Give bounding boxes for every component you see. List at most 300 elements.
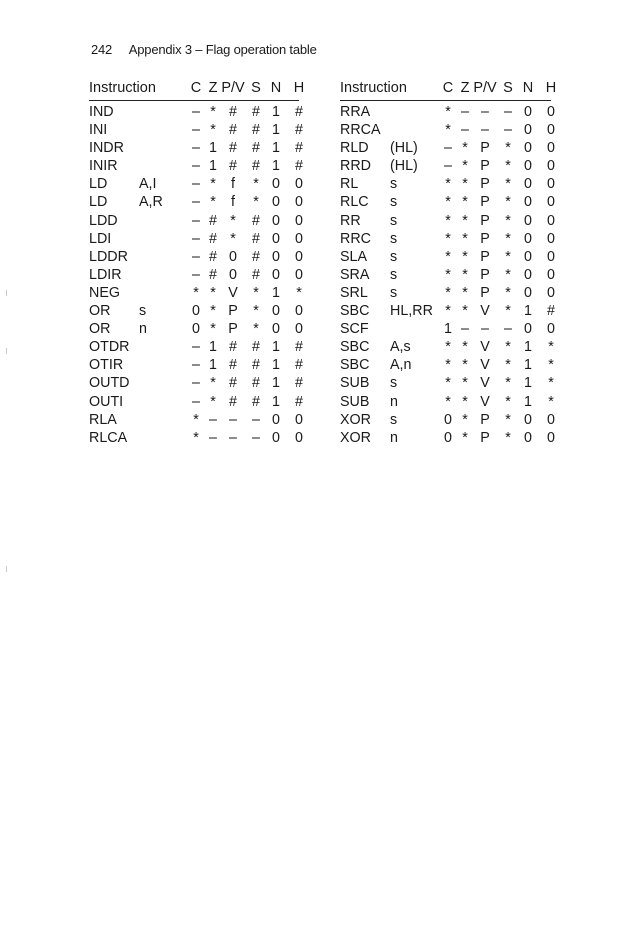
flag-h: # — [295, 393, 303, 410]
instruction-operand: n — [390, 393, 398, 410]
instruction-mnemonic: RLC — [340, 194, 369, 211]
flag-z: * — [210, 303, 216, 320]
instruction-operand: s — [390, 230, 398, 247]
flag-pv: # — [229, 140, 237, 157]
instruction-mnemonic: LDIR — [89, 266, 122, 283]
flag-pv: P — [480, 429, 490, 446]
column-header-pv: P/V — [221, 80, 245, 96]
instruction-mnemonic: INDR — [89, 140, 124, 157]
flag-s: # — [252, 104, 260, 120]
flag-z: * — [462, 212, 468, 229]
flag-h: 0 — [295, 266, 303, 283]
flag-c: * — [445, 122, 451, 139]
flag-pv: P — [480, 230, 490, 247]
flag-s: # — [252, 339, 260, 356]
flag-z: * — [462, 266, 468, 283]
flag-n: 0 — [272, 230, 280, 247]
flag-s: * — [505, 212, 511, 229]
table-row — [89, 175, 303, 193]
flag-n: 1 — [524, 303, 532, 320]
flag-n: 0 — [272, 411, 280, 428]
flag-h: # — [295, 158, 303, 175]
flag-n: 0 — [524, 158, 532, 175]
header-rule — [89, 100, 299, 101]
instruction-operand: A,R — [139, 194, 163, 211]
flag-z: * — [462, 303, 468, 320]
flag-h: 0 — [547, 411, 555, 428]
flag-s: * — [253, 303, 259, 320]
flag-h: # — [295, 140, 303, 157]
flag-c: – — [192, 248, 200, 265]
column-header-c: C — [442, 80, 454, 96]
flag-h: 0 — [547, 429, 555, 446]
flag-h: # — [295, 104, 303, 120]
table-row — [89, 266, 303, 284]
flag-z: * — [462, 393, 468, 410]
flag-table-right — [340, 78, 557, 447]
flag-n: 0 — [272, 212, 280, 229]
table-header-row — [89, 78, 305, 100]
table-row — [340, 374, 554, 392]
flag-pv: V — [480, 375, 490, 392]
column-header-s: S — [503, 80, 513, 96]
flag-pv: P — [480, 411, 490, 428]
flag-pv: * — [230, 230, 236, 247]
flag-c: – — [192, 140, 200, 157]
instruction-mnemonic: SRL — [340, 284, 368, 301]
flag-pv: P — [480, 266, 490, 283]
flag-s: * — [505, 284, 511, 301]
table-row — [340, 157, 555, 175]
flag-z: * — [462, 339, 468, 356]
flag-z: 1 — [209, 357, 217, 374]
table-row — [340, 248, 555, 266]
flag-s: * — [505, 230, 511, 247]
flag-c: * — [445, 375, 451, 392]
flag-n: 1 — [272, 339, 280, 356]
table-row — [340, 139, 555, 157]
instruction-operand: s — [390, 375, 398, 392]
flag-n: 0 — [524, 429, 532, 446]
table-row — [340, 338, 554, 356]
flag-n: 0 — [524, 194, 532, 211]
flag-c: – — [192, 194, 200, 211]
flag-pv: 0 — [229, 248, 237, 265]
flag-s: * — [253, 284, 259, 301]
instruction-operand: (HL) — [390, 140, 418, 157]
flag-s: * — [505, 429, 511, 446]
flag-pv: V — [480, 393, 490, 410]
flag-c: – — [192, 375, 200, 392]
flag-c: * — [445, 176, 451, 193]
flag-h: 0 — [295, 321, 303, 338]
instruction-operand: n — [390, 429, 398, 446]
flag-s: # — [252, 248, 260, 265]
flag-n: 0 — [524, 230, 532, 247]
instruction-operand: (HL) — [390, 158, 418, 175]
flag-n: 0 — [524, 248, 532, 265]
flag-h: 0 — [295, 194, 303, 211]
flag-n: 0 — [272, 194, 280, 211]
flag-n: 1 — [272, 375, 280, 392]
flag-h: * — [548, 375, 554, 392]
flag-h: 0 — [547, 158, 555, 175]
flag-s: * — [505, 375, 511, 392]
flag-pv: * — [230, 212, 236, 229]
instruction-operand: s — [390, 248, 398, 265]
flag-n: 1 — [524, 375, 532, 392]
instruction-mnemonic: RLA — [89, 411, 117, 428]
flag-s: * — [505, 248, 511, 265]
flag-z: * — [210, 104, 216, 120]
flag-z: * — [210, 122, 216, 139]
table-row — [89, 429, 303, 447]
flag-n: 0 — [524, 321, 532, 338]
instruction-mnemonic: LDD — [89, 212, 118, 229]
table-row — [89, 374, 303, 392]
flag-z: * — [210, 321, 216, 338]
instruction-operand: s — [139, 303, 147, 320]
flag-n: 1 — [272, 122, 280, 139]
flag-pv: P — [480, 140, 490, 157]
instruction-operand: s — [390, 212, 398, 229]
flag-s: * — [505, 339, 511, 356]
column-header-z: Z — [208, 80, 218, 96]
flag-n: 1 — [524, 339, 532, 356]
table-row — [340, 121, 555, 139]
flag-pv: # — [229, 393, 237, 410]
table-row — [89, 302, 303, 320]
column-header-c: C — [190, 80, 202, 96]
flag-pv: V — [480, 357, 490, 374]
table-row — [89, 248, 303, 266]
flag-pv: # — [229, 104, 237, 120]
flag-h: 0 — [295, 230, 303, 247]
instruction-mnemonic: OR — [89, 321, 111, 338]
flag-n: 0 — [272, 266, 280, 283]
flag-c: * — [193, 429, 199, 446]
column-header-z: Z — [460, 80, 470, 96]
table-row — [89, 157, 303, 175]
instruction-mnemonic: OUTI — [89, 393, 124, 410]
flag-c: * — [445, 266, 451, 283]
flag-z: 1 — [209, 158, 217, 175]
scan-artifact — [6, 566, 7, 572]
instruction-mnemonic: SBC — [340, 357, 370, 374]
flag-s: * — [505, 140, 511, 157]
flag-h: 0 — [547, 194, 555, 211]
flag-pv: P — [480, 158, 490, 175]
flag-s: # — [252, 212, 260, 229]
flag-h: 0 — [295, 303, 303, 320]
flag-c: * — [445, 284, 451, 301]
instruction-mnemonic: RRA — [340, 104, 371, 120]
instruction-mnemonic: SLA — [340, 248, 368, 265]
flag-c: – — [192, 230, 200, 247]
flag-h: 0 — [295, 212, 303, 229]
column-header-s: S — [251, 80, 261, 96]
flag-h: # — [295, 339, 303, 356]
flag-n: 0 — [524, 122, 532, 139]
flag-c: * — [445, 212, 451, 229]
flag-h: # — [295, 122, 303, 139]
flag-s: * — [253, 176, 259, 193]
flag-z: * — [210, 284, 216, 301]
column-header-pv: P/V — [473, 80, 497, 96]
flag-c: – — [192, 266, 200, 283]
page-number: 242 — [91, 42, 113, 57]
instruction-mnemonic: SBC — [340, 339, 370, 356]
flag-pv: – — [481, 321, 489, 338]
flag-h: 0 — [547, 266, 555, 283]
flag-n: 0 — [524, 140, 532, 157]
flag-pv: # — [229, 375, 237, 392]
flag-n: 0 — [524, 212, 532, 229]
flag-pv: # — [229, 122, 237, 139]
flag-h: 0 — [547, 248, 555, 265]
scan-artifact — [6, 348, 7, 354]
instruction-operand: s — [390, 194, 398, 211]
flag-pv: P — [480, 248, 490, 265]
flag-c: * — [445, 194, 451, 211]
column-header-instruction: Instruction — [340, 80, 407, 96]
flag-s: * — [505, 176, 511, 193]
instruction-mnemonic: IND — [89, 104, 114, 120]
table-header-row — [340, 78, 557, 100]
flag-pv: P — [228, 321, 238, 338]
table-row — [89, 338, 303, 356]
page-title: Appendix 3 – Flag operation table — [128, 42, 317, 57]
instruction-operand: s — [390, 266, 398, 283]
table-row — [340, 175, 555, 193]
flag-c: – — [192, 339, 200, 356]
flag-z: * — [462, 375, 468, 392]
flag-n: 0 — [524, 176, 532, 193]
flag-z: – — [209, 411, 217, 428]
instruction-mnemonic: RLD — [340, 140, 369, 157]
flag-z: * — [462, 357, 468, 374]
table-row — [340, 411, 555, 429]
instruction-mnemonic: OTDR — [89, 339, 130, 356]
flag-s: # — [252, 122, 260, 139]
instruction-mnemonic: LDDR — [89, 248, 128, 265]
flag-h: # — [295, 357, 303, 374]
instruction-operand: s — [390, 411, 398, 428]
table-row — [89, 139, 303, 157]
table-row — [89, 103, 303, 121]
flag-n: 0 — [272, 429, 280, 446]
flag-c: * — [445, 248, 451, 265]
flag-pv: – — [229, 411, 237, 428]
flag-c: – — [192, 158, 200, 175]
flag-z: * — [210, 393, 216, 410]
flag-h: * — [296, 284, 302, 301]
scan-artifact — [6, 290, 7, 296]
instruction-mnemonic: OUTD — [89, 375, 130, 392]
flag-s: # — [252, 375, 260, 392]
flag-s: # — [252, 266, 260, 283]
flag-n: 1 — [272, 140, 280, 157]
flag-pv: P — [480, 194, 490, 211]
table-row — [340, 302, 555, 320]
flag-z: * — [462, 411, 468, 428]
flag-pv: f — [231, 194, 235, 211]
instruction-mnemonic: SUB — [340, 375, 370, 392]
flag-c: * — [193, 284, 199, 301]
flag-c: – — [444, 140, 452, 157]
flag-pv: – — [481, 104, 489, 120]
instruction-mnemonic: XOR — [340, 411, 371, 428]
flag-pv: # — [229, 158, 237, 175]
flag-h: * — [548, 357, 554, 374]
flag-z: * — [462, 230, 468, 247]
instruction-mnemonic: NEG — [89, 284, 120, 301]
flag-s: * — [253, 194, 259, 211]
flag-n: 0 — [272, 176, 280, 193]
flag-s: * — [505, 357, 511, 374]
flag-pv: V — [480, 339, 490, 356]
flag-s: – — [504, 104, 512, 120]
flag-pv: – — [481, 122, 489, 139]
flag-s: – — [252, 411, 260, 428]
flag-c: * — [445, 104, 451, 120]
instruction-mnemonic: LDI — [89, 230, 112, 247]
flag-n: 1 — [272, 158, 280, 175]
page-header — [91, 42, 317, 57]
flag-c: 0 — [444, 429, 452, 446]
flag-n: 1 — [272, 104, 280, 120]
table-row — [89, 284, 302, 302]
flag-h: # — [295, 375, 303, 392]
flag-c: – — [192, 393, 200, 410]
table-row — [89, 212, 303, 230]
flag-pv: P — [480, 284, 490, 301]
flag-c: 0 — [444, 411, 452, 428]
flag-h: # — [547, 303, 555, 320]
flag-table-left — [89, 78, 305, 447]
flag-c: * — [445, 303, 451, 320]
flag-z: * — [462, 194, 468, 211]
table-row — [89, 320, 303, 338]
instruction-operand: A,I — [139, 176, 157, 193]
flag-c: – — [192, 357, 200, 374]
header-rule — [340, 100, 551, 101]
instruction-mnemonic: SCF — [340, 321, 369, 338]
flag-s: # — [252, 158, 260, 175]
flag-s: – — [252, 429, 260, 446]
flag-z: * — [210, 194, 216, 211]
flag-h: * — [548, 393, 554, 410]
flag-pv: # — [229, 357, 237, 374]
flag-c: * — [445, 357, 451, 374]
flag-s: * — [253, 321, 259, 338]
instruction-operand: s — [390, 176, 398, 193]
flag-n: 1 — [272, 357, 280, 374]
instruction-mnemonic: OTIR — [89, 357, 124, 374]
flag-h: 0 — [295, 429, 303, 446]
instruction-mnemonic: LD — [89, 194, 108, 211]
instruction-mnemonic: LD — [89, 176, 108, 193]
instruction-mnemonic: RRCA — [340, 122, 381, 139]
flag-n: 0 — [272, 321, 280, 338]
flag-n: 0 — [272, 248, 280, 265]
column-header-n: N — [270, 80, 282, 96]
table-row — [89, 193, 303, 211]
instruction-mnemonic: XOR — [340, 429, 371, 446]
flag-z: * — [210, 375, 216, 392]
flag-n: 0 — [524, 284, 532, 301]
instruction-mnemonic: SRA — [340, 266, 370, 283]
table-row — [340, 103, 555, 121]
flag-s: * — [505, 303, 511, 320]
flag-pv: – — [229, 429, 237, 446]
instruction-mnemonic: RLCA — [89, 429, 128, 446]
flag-pv: # — [229, 339, 237, 356]
flag-h: * — [548, 339, 554, 356]
table-row — [340, 429, 555, 447]
flag-z: * — [462, 176, 468, 193]
table-row — [89, 121, 303, 139]
instruction-mnemonic: RR — [340, 212, 361, 229]
flag-s: # — [252, 393, 260, 410]
flag-c: – — [192, 122, 200, 139]
flag-h: 0 — [547, 104, 555, 120]
column-header-h: H — [545, 80, 557, 96]
flag-z: * — [462, 248, 468, 265]
flag-h: 0 — [547, 212, 555, 229]
column-header-instruction: Instruction — [89, 80, 156, 96]
flag-pv: 0 — [229, 266, 237, 283]
flag-n: 1 — [272, 393, 280, 410]
flag-n: 0 — [524, 411, 532, 428]
flag-s: * — [505, 393, 511, 410]
table-row — [89, 230, 303, 248]
instruction-mnemonic: OR — [89, 303, 111, 320]
flag-z: – — [461, 104, 469, 120]
flag-z: – — [461, 122, 469, 139]
flag-c: – — [192, 176, 200, 193]
instruction-operand: n — [139, 321, 147, 338]
flag-n: 1 — [524, 357, 532, 374]
table-row — [340, 356, 554, 374]
flag-c: 1 — [444, 321, 452, 338]
column-header-n: N — [522, 80, 534, 96]
flag-c: 0 — [192, 303, 200, 320]
flag-c: – — [444, 158, 452, 175]
flag-pv: f — [231, 176, 235, 193]
flag-h: 0 — [547, 321, 555, 338]
flag-c: * — [445, 230, 451, 247]
flag-z: * — [462, 284, 468, 301]
instruction-mnemonic: RL — [340, 176, 359, 193]
instruction-operand: s — [390, 284, 398, 301]
flag-z: # — [209, 266, 217, 283]
flag-c: – — [192, 104, 200, 120]
instruction-mnemonic: INI — [89, 122, 108, 139]
flag-z: 1 — [209, 140, 217, 157]
flag-pv: V — [228, 284, 238, 301]
flag-h: 0 — [547, 284, 555, 301]
flag-z: * — [462, 158, 468, 175]
flag-c: * — [193, 411, 199, 428]
flag-h: 0 — [547, 122, 555, 139]
flag-z: 1 — [209, 339, 217, 356]
flag-s: – — [504, 122, 512, 139]
flag-c: * — [445, 339, 451, 356]
flag-z: – — [209, 429, 217, 446]
flag-z: # — [209, 248, 217, 265]
instruction-mnemonic: INIR — [89, 158, 118, 175]
